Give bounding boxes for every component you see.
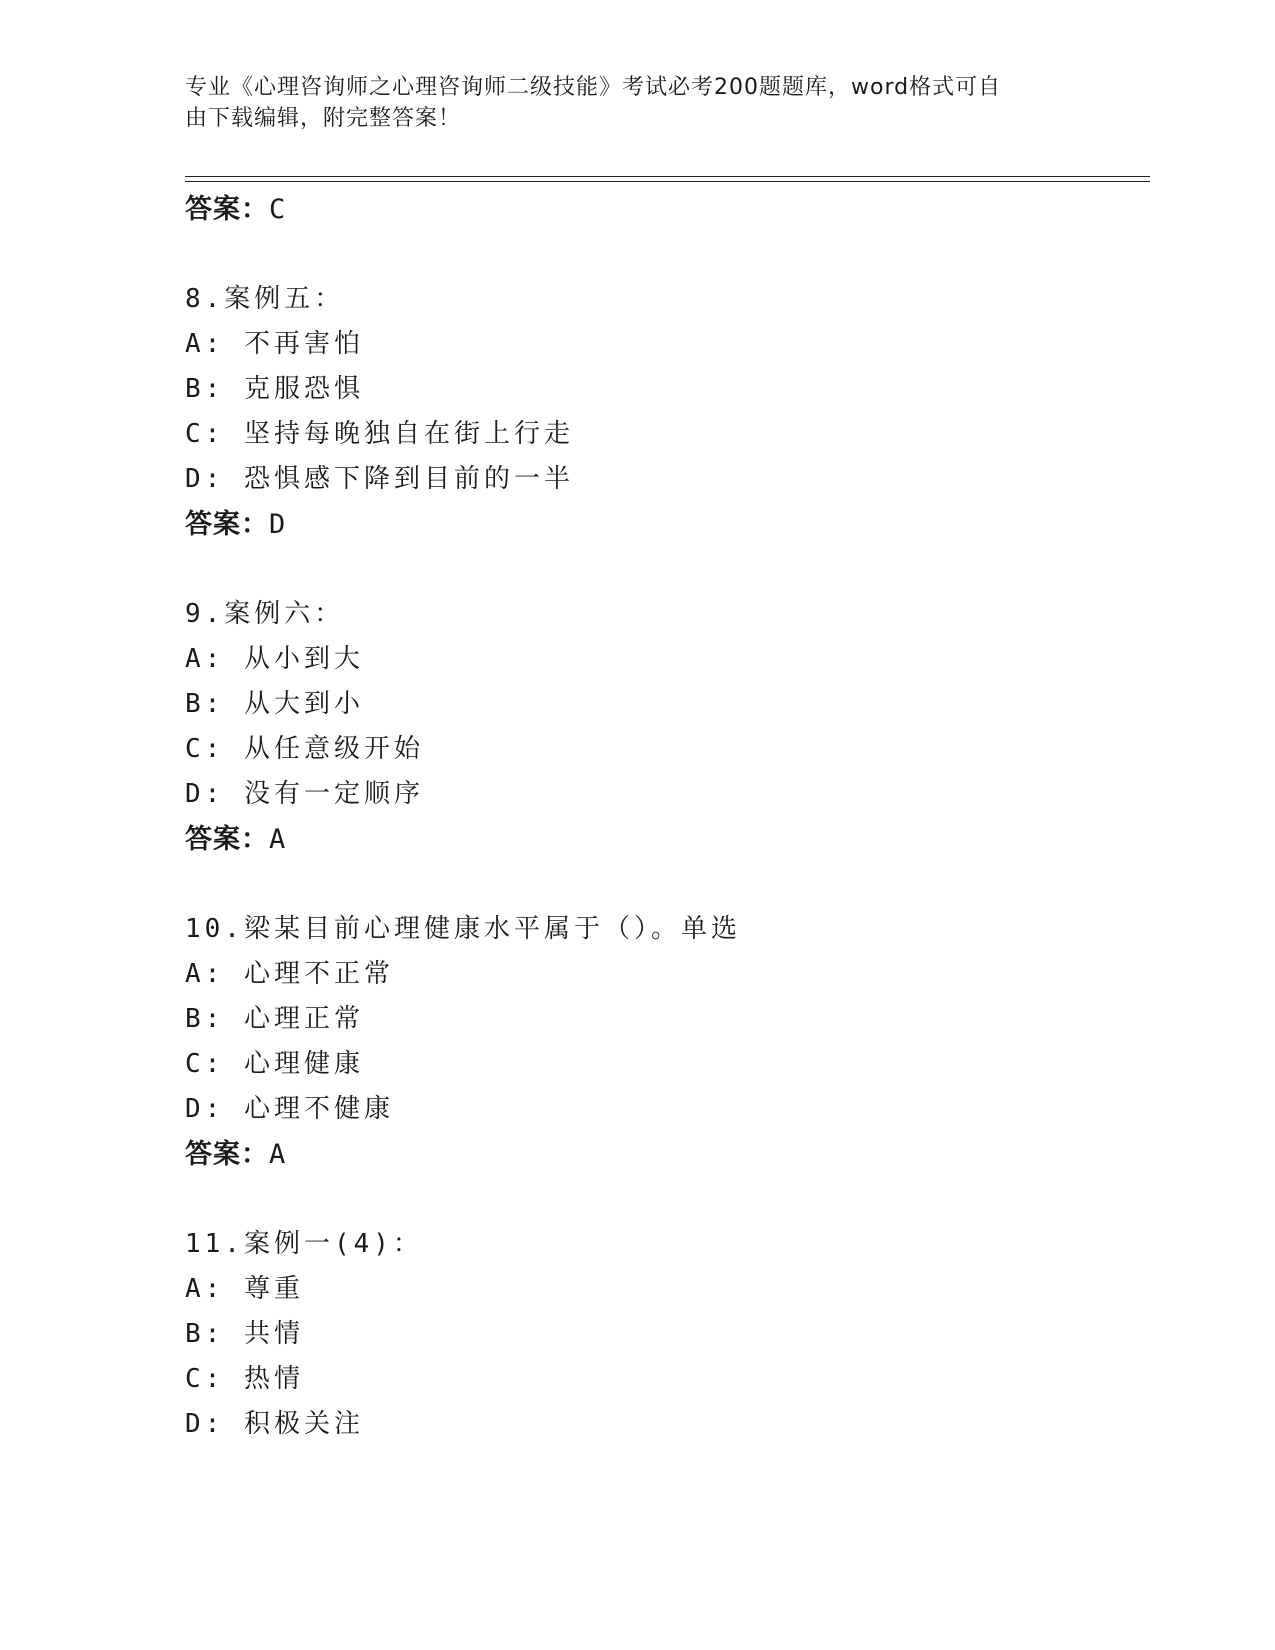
answer-line	[185, 1132, 1145, 1178]
answer-value: A	[269, 824, 287, 855]
answer-label: 答案：	[185, 1139, 269, 1170]
option-b: B: 从大到小	[185, 689, 364, 719]
header-line-2: 由下载编辑，附完整答案！	[185, 106, 462, 131]
option-b: B: 共情	[185, 1319, 304, 1349]
answer-label: 答案：	[185, 194, 269, 225]
spacer	[185, 1178, 1145, 1222]
question-list	[185, 187, 1145, 1447]
document-header	[185, 72, 1065, 134]
question-title: 8.案例五：	[185, 284, 345, 314]
answer-line	[185, 817, 1145, 863]
answer-value: D	[269, 509, 287, 540]
answer-line	[185, 502, 1145, 548]
header-divider-bottom	[185, 181, 1150, 182]
spacer	[185, 863, 1145, 907]
option-a: A: 不再害怕	[185, 329, 364, 359]
option-d: D: 没有一定顺序	[185, 779, 424, 809]
answer-value: C	[269, 194, 287, 225]
answer-label: 答案：	[185, 824, 269, 855]
header-divider-top	[185, 176, 1150, 177]
option-d: D: 积极关注	[185, 1409, 364, 1439]
spacer	[185, 548, 1145, 592]
answer-line	[185, 187, 1145, 233]
answer-label: 答案：	[185, 509, 269, 540]
question-title: 10.梁某目前心理健康水平属于（）。单选	[185, 914, 741, 944]
option-b: B: 心理正常	[185, 1004, 364, 1034]
spacer	[185, 233, 1145, 277]
option-a: A: 尊重	[185, 1274, 304, 1304]
answer-value: A	[269, 1139, 287, 1170]
question-title: 11.案例一(4)：	[185, 1229, 423, 1259]
question-title: 9.案例六：	[185, 599, 345, 629]
option-a: A: 从小到大	[185, 644, 364, 674]
option-d: D: 心理不健康	[185, 1094, 394, 1124]
option-c: C: 热情	[185, 1364, 304, 1394]
header-line-1: 专业《心理咨询师之心理咨询师二级技能》考试必考200题题库，word格式可自	[185, 75, 1002, 100]
option-d: D: 恐惧感下降到目前的一半	[185, 464, 574, 494]
option-c: C: 坚持每晚独自在街上行走	[185, 419, 574, 449]
option-c: C: 心理健康	[185, 1049, 364, 1079]
option-c: C: 从任意级开始	[185, 734, 424, 764]
option-b: B: 克服恐惧	[185, 374, 364, 404]
option-a: A: 心理不正常	[185, 959, 394, 989]
